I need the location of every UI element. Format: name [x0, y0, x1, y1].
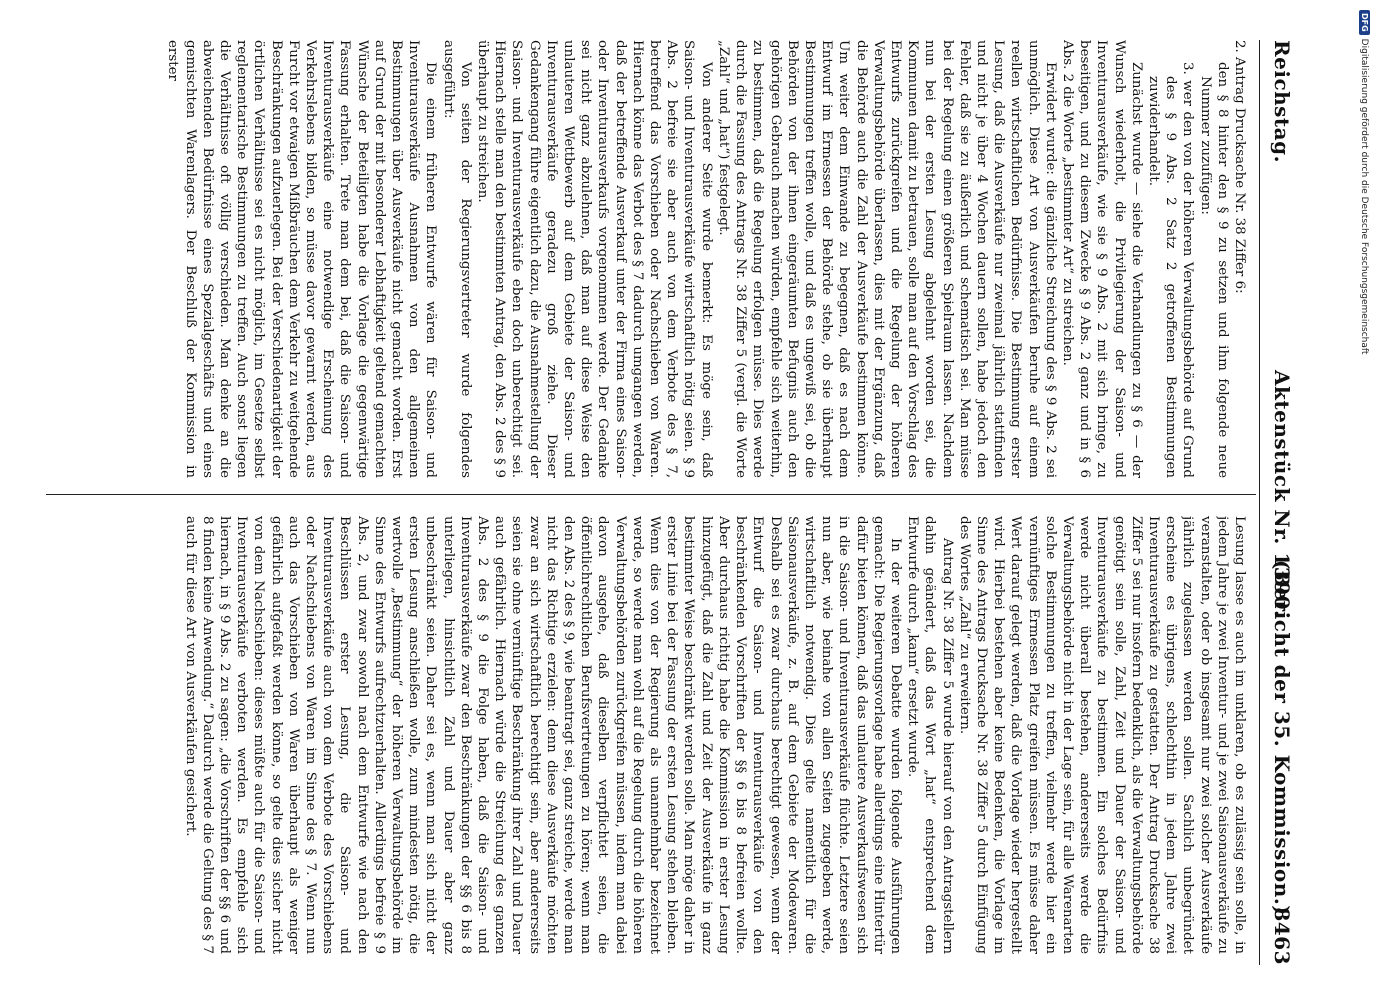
header-rule	[1259, 40, 1260, 965]
paragraph: 2. Antrag Drucksache Nr. 38 Ziffer 6:	[1232, 40, 1247, 294]
paragraph: Von anderer Seite wurde bemerkt: Es möge sein, daß Saison- und Inventurausverkäufe wirtschaftlich nötig seien. § 9 Abs. 2 befreie sie aber auch von dem Verbote des § 7, betreffend das Vorschieben oder Nachschieben von Waren. Hiernach könne das Verbot des § 7 dadurch umgangen werden, daß der betreffende Ausverkauf unter der Firma eines Saison- oder Inventurausverkaufs vorgenommen werde. Der Gedanke sei nicht ganz abzulehnen, daß man auf diese Weise den unlauteren Wettbewerb auf dem Gebiete der Saison- und Inventurausverkäufe geradezu groß ziehe. Dieser Gedankengang führe eigentlich dazu, die Ausnahmestellung der Saison- und Inventurausverkäufe eben doch unberechtigt sei. Hiernach stelle man den bestimmten Antrag, den Abs. 2 des § 9 überhaupt zu streichen.	[475, 40, 714, 478]
paragraph: Lesung lasse es auch im unklaren, ob es zulässig sein solle, in jedem Jahre je zwei Inventur- und je zwei Saisonausverkäufe zu veranstalten, oder ob insgesamt nur zwei solcher Ausverkäufe jährlich zugelassen werden sollen. Sachlich unbegründet erscheine es übrigens, schlechthin in jedem Jahre zwei Inventurausverkäufe zu gestatten. Der Antrag Drucksache 38 Ziffer 5 sei nur insofern bedenklich, als die Verwaltungsbehörde genötigt sein solle, Zahl, Zeit und Dauer der Saison- und Inventurausverkäufe zu bestimmen. Ein solches Bedürfnis werde nicht überall bestehen, andererseits werde die Verwaltungsbehörde nicht in der Lage sein, für alle Warenarten solche Bestimmungen zu treffen, vielmehr werde hier ein vernünftiges Ermessen Platz greifen müssen. Es müsse daher Wert darauf gelegt werden, daß die Vorlage wieder hergestellt wird. Hierbei bestehen aber keine Bedenken, die Vorlage im Sinne des Antrags Drucksache Nr. 38 Ziffer 5 durch Einfügung des Wortes „Zahl“ zu erweitern.	[956, 516, 1247, 954]
document-sheet	[26, 0, 1356, 1000]
left-column	[48, 40, 1248, 478]
paragraph: Von seiten der Regierungsvertreter wurde folgendes ausgeführt:	[440, 40, 473, 478]
right-column	[48, 516, 1248, 954]
header-report-title: (Bericht der 35. Kommission.)	[1270, 560, 1294, 916]
paragraph: den § 8 hinter den § 9 zu setzen und ihm folgende neue Nummer zuzufügen:	[1197, 62, 1230, 478]
column-divider	[46, 494, 1256, 495]
running-header	[1264, 40, 1294, 965]
digitization-note-text: Digitalisierung gefördert durch die Deutsche Forschungsgemeinschaft	[1359, 38, 1369, 355]
paragraph: Zunächst wurde — siehe die Verhandlungen zu § 6 — der Wunsch wiederholt, die Privilegierung der Saison- und Inventurausverkäufe, wie sie § 9 Abs. 2 mit sich bringe, zu beseitigen, und zu diesem Zwecke § 9 Abs. 2 ganz und in § 6 Abs. 2 die Worte „bestimmter Art“ zu streichen.	[1059, 40, 1144, 478]
paragraph: Antrag Nr. 38 Ziffer 5 wurde hierauf von den Antragstellern dahin geändert, daß das Wort „hat“ entsprechend dem Entwurfe durch „kann“ ersetzt wurde.	[905, 516, 955, 954]
dfg-logo: DFG	[1359, 10, 1370, 35]
paragraph: Die einem früheren Entwurfe wären für Saison- und Inventurausverkäufe Ausnahmen von den allgemeinen Bestimmungen über Ausverkäufe nicht gemacht worden. Erst auf Grund der mit besonderer Lebhaftigkeit geltend gemachten Wünsche der Beteiligten habe die Vorlage die gegenwärtige Fassung erhalten. Trete man dem bei, daß die Saison- und Inventurausverkäufe eine notwendige Erscheinung des Verkehrslebens bilden, so müsse davor gewarnt werden, aus Furcht vor etwaigen Mißbräuchen dem Verkehr zu weitgehende Beschränkungen aufzuerlegen. Bei der Verschiedenartigkeit der örtlichen Verhältnisse sei es nicht möglich, im Gesetze selbst reglementarische Bestimmungen zu treffen. Auch sonst liegen die Verhältnisse oft völlig verschieden. Man denke an die abweichenden Bedürfnisse eines Spezialgeschäfts und eines gemischten Warenlagers. Der Beschluß der Kommission in erster	[165, 40, 439, 478]
paragraph: In der weiteren Debatte wurden folgende Ausführungen gemacht: Die Regierungsvorlage habe allerdings eine Hintertür dafür bieten können, daß das unlautere Ausverkaufswesen sich in die Saison- und Inventurausverkäufe flüchte. Letztere seien nun aber, wie beinahe von allen Seiten zugegeben werde, wirtschaftlich notwendig. Dies gelte namentlich für die Saisonausverkäufe, z. B. auf dem Gebiete der Modewaren. Deshalb sei es zwar durchaus berechtigt gewesen, wenn der Entwurf die Saison- und Inventurausverkäufe von den beschränkenden Vorschriften der §§ 6 bis 8 befreien wollte. Aber durchaus richtig habe die Kommission in erster Lesung hinzugefügt, daß die Zahl und Zeit der Ausverkäufe in ganz bestimmter Weise beschränkt werden solle. Man möge daher in erster Linie bei der Fassung der ersten Lesung stehen bleiben. Wenn dies von der Regierung als unannehmbar bezeichnet werde, so werde man wohl auf die Regelung durch die höheren Verwaltungsbehörden zurückgreifen müssen, indem man dabei davon ausgehe, daß dieselben verpflichtet seien, die öffentlichrechtlichen Berufsvertretungen zu hören; wenn man den Abs. 2 des § 9, wie beantragt sei, ganz streiche, werde man nicht das Richtige erzielen: denn diese Ausverkäufe möchten zwar an sich wirtschaftlich berechtigt sein, aber andererseits seien sie ohne vernünftige Beschränkung ihrer Zahl und Dauer auch gefährlich. Hiernach würde die Streichung des ganzen Abs. 2 des § 9 die Folge haben, daß die Saison- und Inventurausverkäufe zwar den Beschränkungen der §§ 6 bis 8 unterliegen, hinsichtlich Zahl und Dauer aber ganz unbeschränkt seien. Daher sei es, wenn man sich nicht der ersten Lesung anschließen wolle, zum mindesten nötig, die wertvolle „Bestimmung“ der höheren Verwaltungsbehörde im Sinne des Entwurfs aufrechtzuerhalten. Allerdings befreie § 9 Abs. 2, und zwar sowohl nach dem Entwurfe wie nach den Beschlüssen erster Lesung, die Saison- und Inventurausverkäufe auch von dem Verbote des Vorschiebens oder Nachschiebens von Waren im Sinne des § 7. Wenn nun auch das Vorschieben von Waren überhaupt als weniger gefährlich aufgefaßt werden könne, so gelte dies sicher nicht von dem Nachschieben: dieses müßte auch für die Saison- und Inventurausverkäufe verboten werden. Es empfehle sich hiernach, in § 9 Abs. 2 zu sagen: „die Vorschriften der §§ 6 und 8 finden keine Anwendung.“ Dadurch werde die Geltung des § 7 auch für diese Art von Ausverkäufen gesichert.	[182, 516, 903, 954]
header-left: Reichstag.	[1270, 40, 1294, 164]
digitization-note	[1356, 10, 1370, 990]
page-number: 8463	[1270, 907, 1294, 965]
header-document-number: Aktenstück Nr. 1390.	[1270, 370, 1294, 618]
paragraph: Erwidert wurde: die gänzliche Streichung des § 9 Abs. 2 sei unmöglich. Diese Art von Ausverkäufen beruhe auf einem reellen wirtschaftlichen Bedürfnisse. Die Bestimmung erster Lesung, daß die Ausverkäufe nur zweimal jährlich stattfinden und nicht je über 4 Wochen dauern sollen, habe jedoch den Fehler, daß sie zu äußerlich und schematisch sei. Man müsse bei der Regelung einen größeren Spielraum lassen. Nachdem nun bei der ersten Lesung abgelehnt worden sei, die Kommunen damit zu betrauen, solle man auf den Vorschlag des Entwurfs zurückgreifen und die Regelung der höheren Verwaltungsbehörde überlassen, dies mit der Ergänzung, daß die Behörde auch die Zahl der Ausverkäufe bestimmen könne. Um weiter dem Einwande zu begegnen, daß es nach dem Entwurf im Ermessen der Behörde stehe, ob sie überhaupt Bestimmungen treffen wolle, und daß es ungewiß sei, ob die Behörden von der ihnen eingeräumten Befugnis auch den gehörigen Gebrauch machen würden, empfehle sich weiterhin, zu bestimmen, daß die Regelung erfolgen müsse. Dies werde durch die Fassung des Antrags Nr. 38 Ziffer 5 (vergl. die Worte „Zahl“ und „hat“) festgelegt.	[715, 40, 1058, 478]
paragraph: 3. wer den von der höheren Verwaltungsbehörde auf Grund des § 9 Abs. 2 Satz 2 getroffenen Bestimmungen zuwiderhandelt.	[1145, 62, 1196, 478]
